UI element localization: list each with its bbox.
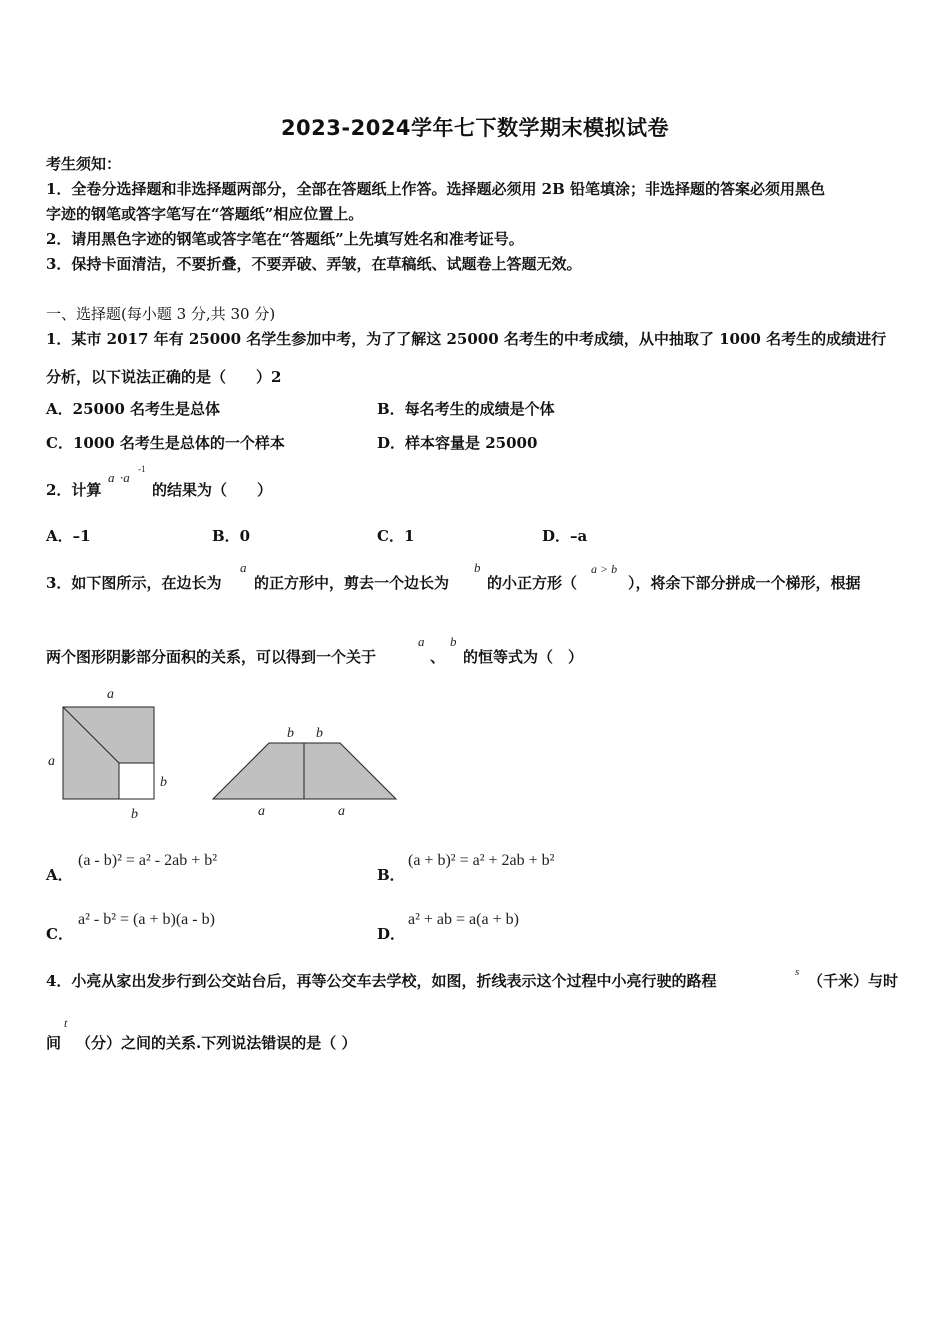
- q3-text-3: 的小正方形（: [487, 574, 578, 592]
- q3-option-d-expr: a² + ab = a(a + b): [408, 911, 519, 928]
- q3-separator: 、: [430, 648, 446, 666]
- q3-option-a-label: A．: [46, 866, 73, 884]
- q1-option-b: B．每名考生的成绩是个体: [377, 400, 555, 418]
- q3-option-a-expr: (a - b)² = a² - 2ab + b²: [78, 852, 218, 869]
- trapezoid-label-top-left: b: [287, 726, 294, 741]
- q4-line-2b: （分）之间的关系.下列说法错误的是（ ）: [76, 1034, 357, 1052]
- square-label-left: a: [48, 754, 55, 769]
- q3-option-d-label: D．: [377, 925, 406, 943]
- q1-line-1: 1．某市 2017 年有 25000 名学生参加中考，为了了解这 25000 名考生的中考成绩，从中抽取了 1000 名考生的成绩进行: [46, 330, 887, 348]
- q3-text-4: ），将余下部分拼成一个梯形，根据: [628, 574, 861, 592]
- q3-condition: a > b: [591, 562, 618, 576]
- q3-text-2: 的正方形中，剪去一个边长为: [254, 574, 450, 592]
- q2-option-b: B．0: [212, 527, 251, 545]
- notice-line-1b: 字迹的钢笔或答字笔写在“答题纸”相应位置上。: [46, 205, 364, 223]
- q3-var-a-2: a: [418, 634, 425, 649]
- q1-option-a: A．25000 名考生是总体: [46, 400, 221, 418]
- q2-option-c: C．1: [377, 527, 415, 545]
- q1-line-2: 分析，以下说法正确的是（ ）2: [46, 368, 282, 386]
- trapezoid-figure: [205, 715, 405, 825]
- q3-option-c-label: C．: [46, 925, 73, 943]
- square-label-top: a: [107, 687, 114, 702]
- q3-var-a: a: [240, 560, 247, 575]
- square-figure: [40, 680, 190, 830]
- q3-var-b: b: [474, 560, 481, 575]
- q3-option-c-expr: a² - b² = (a + b)(a - b): [78, 911, 215, 928]
- q4-line-1b: （千米）与时: [808, 972, 899, 990]
- square-label-bottom: b: [131, 807, 138, 822]
- notice-line-3: 3．保持卡面清洁，不要折叠，不要弄破、弄皱，在草稿纸、试题卷上答题无效。: [46, 255, 582, 273]
- q3-line-2b: 的恒等式为（ ）: [463, 648, 584, 666]
- trapezoid-label-top-right: b: [316, 726, 323, 741]
- section-heading: 一、选择题(每小题 3 分,共 30 分): [46, 305, 276, 323]
- q4-var-t: t: [64, 1016, 68, 1030]
- q3-var-b-2: b: [450, 634, 457, 649]
- q2-expr-dot: ·a: [120, 470, 130, 485]
- q2-suffix: 的结果为（ ）: [152, 481, 273, 499]
- q3-text-1: 3．如下图所示，在边长为: [46, 574, 222, 592]
- q4-line-1a: 4．小亮从家出发步行到公交站台后，再等公交车去学校，如图，折线表示这个过程中小亮行驶的路程: [46, 972, 717, 990]
- square-label-right: b: [160, 775, 167, 790]
- small-square-cutout: [119, 763, 154, 799]
- trapezoid-label-bottom-right: a: [338, 804, 345, 819]
- q2-expr-sup: -1: [138, 464, 146, 474]
- q4-line-2a: 间: [46, 1034, 62, 1052]
- q2-option-a: A．–1: [46, 527, 91, 545]
- q2-prefix: 2．计算: [46, 481, 102, 499]
- q3-line-2a: 两个图形阴影部分面积的关系，可以得到一个关于: [46, 648, 377, 666]
- notice-line-2: 2．请用黑色字迹的钢笔或答字笔在“答题纸”上先填写姓名和准考证号。: [46, 230, 524, 248]
- q1-option-c: C．1000 名考生是总体的一个样本: [46, 434, 285, 452]
- notice-heading: 考生须知：: [46, 155, 122, 173]
- q2-option-d: D．–a: [542, 527, 588, 545]
- trapezoid-label-bottom-left: a: [258, 804, 265, 819]
- q4-var-s: s: [795, 966, 800, 978]
- page-title: 2023-2024学年七下数学期末模拟试卷: [280, 116, 670, 140]
- q3-option-b-label: B．: [377, 866, 405, 884]
- q2-expr-base: a: [108, 470, 115, 485]
- q1-option-d: D．样本容量是 25000: [377, 434, 538, 452]
- notice-line-1a: 1．全卷分选择题和非选择题两部分，全部在答题纸上作答。选择题必须用 2B 铅笔填涂；非选择题的答案必须用黑色: [46, 180, 826, 198]
- q3-option-b-expr: (a + b)² = a² + 2ab + b²: [408, 852, 555, 869]
